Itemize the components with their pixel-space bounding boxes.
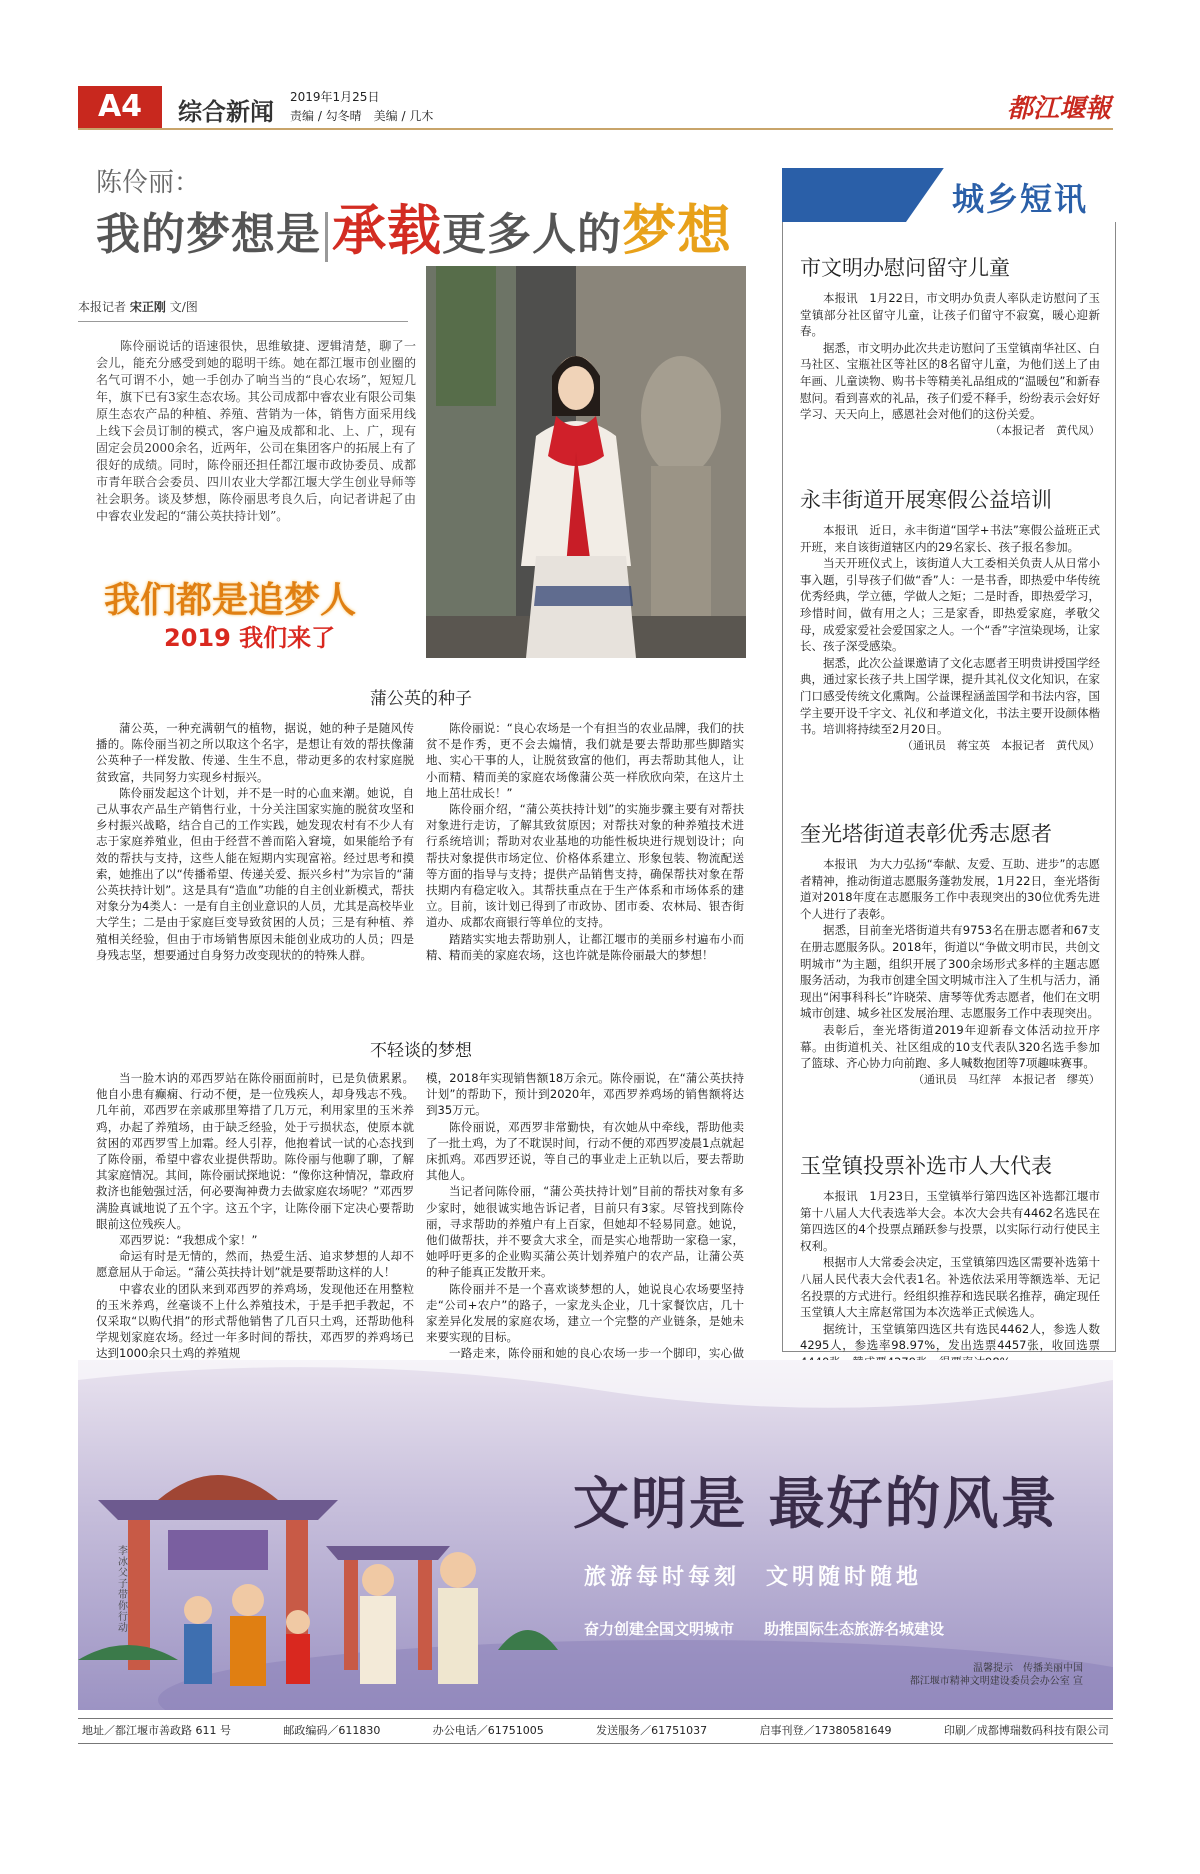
headline-part-d: 梦想 [622,199,732,262]
section-name: 综合新闻 [178,98,274,126]
byline [78,298,408,322]
paragraph: 当记者问陈伶丽，“蒲公英扶持计划”目前的帮扶对象有多少家时，她很诚实地告诉记者，目前只有3家。尽管找到陈伶丽，寻求帮助的养殖户有上百家，但她却不轻易同意。她说，他们做帮扶，并不要贪大求全，而是实心地帮助一家稳一家，她呼吁更多的企业购买蒲公英计划养殖户的农产品，让蒲公英的种子能真正发散开来。 [426,1184,744,1280]
issue-date: 2019年1月25日 [290,90,380,104]
news-signature: （本报记者 黄代凤） [990,423,1100,437]
paragraph: 陈伶丽发起这个计划，并不是一时的心血来潮。她说，自己从事农产品生产销售行业，十分关注国家实施的脱贫攻坚和乡村振兴战略，结合自己的工作实践，她发现农村有不少人有志于家庭养殖业，但由于经营不善而陷入窘境，如果能给予有效的帮扶与支持，这些人能在短期内实现富裕。经过思考和摸索，她推出了以“传播希望、传递关爱、振兴乡村”为宗旨的“蒲公英扶持计划”。这是具有“造血”功能的自主创业新模式，帮扶对象分为4类人：一是有自主创业意识的人员，尤其是高校毕业大学生；二是由于家庭巨变导致贫困的人员；三是有种植、养殖相关经验，但由于市场销售原因未能创业成功的人员；四是身残志坚，想要通过自身努力改变现状的的特殊人群。 [96,785,414,962]
paragraph: 据悉，此次公益课邀请了文化志愿者王明贵讲授国学经典，通过家长孩子共上国学课，提升其礼仪文化知识，在家门口感受传统文化熏陶。公益课程涵盖国学和书法内容，国学主要开设千字文、礼仪和孝道文化，书法主要开设颜体楷书。培训将持续至2月20日。 [800,655,1100,737]
news-body [800,1188,1100,1387]
banner-sponsor [910,1662,1083,1688]
paragraph: 据统计，玉堂镇第四选区共有选民4462人，参选人数4295人，参选率98.97%，发出选票4457张，收回选票 [800,1321,1100,1353]
article-column-2 [426,720,744,963]
paragraph: 蒲公英，一种充满朝气的植物，据说，她的种子是随风传播的。陈伶丽当初之所以取这个名字，是想让有效的帮扶像蒲公英种子一样发散、传递、生生不息，带动更多的农村家庭脱贫致富，共同努力实现乡村振兴。 [96,721,414,784]
paragraph: 邓西罗说：“我想成个家！” [119,1233,258,1248]
newspaper-logo: 都江堰報 [1006,94,1111,124]
byline-prefix: 本报记者 [78,300,127,314]
footer-zip: 邮政编码／611830 [283,1724,381,1737]
headline-part-c: 更多人的 [442,209,622,260]
paragraph: 本报讯 为大力弘扬“奉献、友爱、互助、进步”的志愿者精神，推动街道志愿服务蓬勃发展，1月22日，奎光塔街道对2018年度在志愿服务工作中表现突出的30位优秀先进个人进行了表彰。 [800,857,1100,921]
headline-part-b: 承载 [332,199,442,262]
news-signature: （通讯员 蒋宝英 本报记者 黄代凤） [902,738,1100,752]
masthead [78,86,1113,130]
news-body [800,290,1100,439]
article-column-4 [426,1070,744,1378]
paragraph: 陈伶丽说：“良心农场是一个有担当的农业品牌，我们的扶贫不是作秀，更不会去煽情，我们就是要去帮助那些脚踏实地、实心干事的人，让脱贫致富的他们，再去帮助其他人，让小而精、精而美的家庭农场像蒲公英一样欣欣向荣，在这片土地上茁壮成长！” [426,721,744,800]
news-title: 玉堂镇投票补选市人大代表 [800,1154,1052,1178]
sidebar-title: 城乡短讯 [952,180,1089,218]
paragraph: 当一脸木讷的邓西罗站在陈伶丽面前时，已是负债累累。他自小患有癫痫、行动不便，是一位残疾人，却身残志不残。几年前，邓西罗在亲戚那里筹措了几万元，利用家里的玉米养鸡，办起了养殖场，由于缺乏经验，处于亏损状态，使原本就贫困的邓西罗雪上加霜。经人引荐，他抱着试一试的心态找到了陈伶丽，希望中睿农业提供帮助。陈伶丽与他聊了聊，了解其家庭情况。其间，陈伶丽试探地说：“像你这种情况，靠政府救济也能勉强过活，何必要淘神费力去做家庭农场呢？”邓西罗满脸真诚地说了五个字。这五个字，让陈伶丽下定决心要帮助眼前这位残疾人。 [96,1071,414,1231]
news-body [800,856,1100,1088]
paragraph: 据悉，目前奎光塔街道共有9753名在册志愿者和67支在册志愿服务队。2018年，街道以“争做文明市民，共创文明城市”为主题，组织开展了300余场形式多样的主题志愿服务活动，为我市创建全国文明城市注入了生机与活力，涌现出“闲事科科长”许晓荣、唐琴等优秀志愿者，他们在文明城市创建、城乡社区发展治理、志愿服务工作中表现突出。 [800,923,1100,1021]
headline-divider [325,212,328,262]
news-title: 市文明办慰问留守儿童 [800,256,1010,280]
banner-slogan: 旅游每时每刻 文明随时随地 [584,1565,923,1590]
footer [78,1718,1113,1744]
paragraph: 模，2018年实现销售额18万余元。陈伶丽说，在“蒲公英扶持计划”的帮助下，预计到2020年，邓西罗养鸡场的销售额将达到35万元。 [426,1071,744,1118]
news-item [800,484,1100,754]
subheading-dream: 不轻谈的梦想 [370,1041,472,1061]
banner-slogan-2: 奋力创建全国文明城市 助推国际生态旅游名城建设 [584,1620,945,1638]
slogan-sub: 2019 我们来了 [164,624,336,652]
news-title: 永丰街道开展寒假公益培训 [800,488,1052,512]
main-headline [96,188,732,265]
sponsor-credit: 都江堰市精神文明建设委员会办公室 宣 [909,1676,1083,1687]
editor-credits: 责编 / 勾冬晴 美编 / 几木 [290,109,434,123]
paragraph: 陈伶丽介绍，“蒲公英扶持计划”的实施步骤主要有对帮扶对象进行走访，了解其致贫原因；对帮扶对象的种养殖技术进行系统培训；帮助对农业基地的功能性板块进行规划设计；向帮扶对象提供市场定位、价格体系建立、形象包装、物流配送等方面的指导与支持；提供产品销售支持，确保帮扶对象在帮扶期内有稳定收入。其帮扶重点在于生产体系和市场体系的建立。目前，该计划已得到了市政协、团市委、农林局、银杏街道办、成都农商银行等单位的支持。 [426,802,744,930]
headline-kicker: 陈伶丽： [96,168,201,198]
banner-vertical-caption: 李冰父子带你行动 [118,1546,128,1634]
paragraph: 表彰后，奎光塔街道2019年迎新春文体活动拉开序幕。由街道机关、社区组成的10支代表队320名选手参加了篮球、齐心协力向前跑、多人喊数抱团等7项趣味赛事。 [800,1022,1100,1071]
news-item [800,818,1100,1088]
paragraph: 根据市人大常委会决定，玉堂镇第四选区需要补选第十八届人民代表大会代表1名。补选依法采用等额选举、无记名投票的方式进行。经组织推荐和选民联名推荐，确定现任玉堂镇人大主席赵常国为本次选举正式候选人。 [800,1255,1100,1320]
article-column-3 [96,1070,414,1362]
page-number: A4 [78,86,162,128]
footer-delivery: 发送服务／61751037 [596,1724,708,1737]
subheading-dandelion: 蒲公英的种子 [370,689,472,709]
banner-title: 文明是 最好的风景 [573,1471,1059,1537]
footer-office-phone: 办公电话／61751005 [432,1724,544,1737]
paragraph: 据悉，市文明办此次共走访慰问了玉堂镇南华社区、白马社区、宝瓶社区等社区的8名留守儿童，为他们送上了由年画、儿童读物、购书卡等精美礼品组成的“温暖包”和新春慰问。看到喜欢的礼品，孩子们爱不释手，纷纷表示会好好学习、天天向上，感恩社会对他们的这份关爱。 [800,340,1100,422]
footer-printer: 印刷／成都博瑞数码科技有限公司 [943,1724,1109,1737]
news-body [800,522,1100,754]
paragraph: 本报讯 近日，永丰街道“国学+书法”寒假公益班正式开班，来自该街道辖区内的29名家长、孩子报名参加。 [800,523,1100,554]
footer-ads: 启事刊登／17380581649 [759,1724,892,1737]
slogan-main: 我们都是追梦人 [104,580,357,621]
paragraph: 踏踏实实地去帮助别人，让都江堰市的美丽乡村遍布小而精、精而美的家庭农场，这也许就是陈伶丽最大的梦想！ [426,931,744,962]
news-item [800,252,1100,439]
news-item [800,1150,1100,1387]
paragraph: 命运有时是无情的，然而，热爱生活、追求梦想的人却不愿意屈从于命运。“蒲公英扶持计划”就是要帮助这样的人！ [96,1249,414,1280]
footer-address: 地址／都江堰市善政路 611 号 [82,1724,231,1737]
paragraph: 当天开班仪式上，该街道人大工委相关负责人从日常小事入题，引导孩子们做“香”人：一是书香，即热爱中华传统优秀经典，学立德，学做人之矩；二是时香，即热爱学习，珍惜时间，做有用之人；三是家香，即热爱家庭，孝敬父母，成爱家爱社会爱国家之人。一个“香”字渲染现场，让家长、孩子深受感染。 [800,556,1100,654]
paragraph: 一路走来，陈伶丽和她的良心农场一步一个脚印，实心做 [449,1346,744,1361]
byline-suffix: 文/图 [169,300,198,314]
paragraph: 本报讯 1月22日，市文明办负责人率队走访慰问了玉堂镇部分社区留守儿童，让孩子们留守不寂寞，暖心迎新春。 [800,291,1100,339]
civility-banner [78,1360,1113,1710]
portrait-illustration [426,266,746,658]
byline-name: 宋正刚 [129,300,166,314]
paragraph: 陈伶丽并不是一个喜欢谈梦想的人，她说良心农场要坚持走“公司+农户”的路子，一家龙头企业，几十家餐饮店，几十家差异化发展的家庭农场，建立一个完整的产业链条，是她未来要实现的目标。 [426,1281,744,1345]
paragraph: 本报讯 1月23日，玉堂镇举行第四选区补选都江堰市第十八届人大代表选举大会。本次大会共有4462名选民在第四选区的4个投票点踊跃参与投票，以实际行动行使民主权利。 [800,1189,1100,1253]
article-column-1 [96,720,414,963]
news-title: 奎光塔街道表彰优秀志愿者 [800,822,1052,846]
sidebar-header [782,168,1116,222]
news-signature: （通讯员 马红萍 本报记者 缪英） [913,1072,1100,1086]
headline-part-a: 我的梦想是 [96,209,321,260]
paragraph: 陈伶丽说，邓西罗非常勤快，有次她从中牵线，帮助他卖了一批土鸡，为了不耽误时间，行动不便的邓西罗凌晨1点就起床抓鸡。邓西罗还说，等自己的事业走上正轨以后，要去帮助其他人。 [426,1119,744,1183]
article-intro: 陈伶丽说话的语速很快，思维敏捷、逻辑清楚，聊了一会儿，能充分感受到她的聪明干练。她在都江堰市创业圈的名气可谓不小，她一手创办了响当当的“良心农场”，短短几年，旗下已有3家生态农场。其公司成都中睿农业有限公司集原生态农产品的种植、养殖、营销为一体，销售方面采用线上线下会员订制的模式，客户遍及成都和北、上、广，现有固定会员2000余名，近两年，公司在集团客户的拓展上有了很好的成绩。同时，陈伶丽还担任都江堰市政协委员、成都市青年联合会委员、四川农业大学都江堰大学生创业导师等社会职务。谈及梦想，陈伶丽思考良久后，向记者讲起了由中睿农业发起的“蒲公英扶持计划”。 [96,339,416,523]
portrait-photo [426,266,746,658]
sponsor-logo-text: 温馨提示 传播美丽中国 [973,1663,1083,1674]
paragraph: 中睿农业的团队来到邓西罗的养鸡场，发现他还在用整粒的玉米养鸡，丝毫谈不上什么养殖技术，于是手把手教起，不仅采取“以购代捐”的形式帮他销售了几百只土鸡，还帮助他科学规划家庭农场。经过一年多时间的帮扶，邓西罗的养鸡场已达到1000余只土鸡的养殖规 [96,1281,414,1361]
